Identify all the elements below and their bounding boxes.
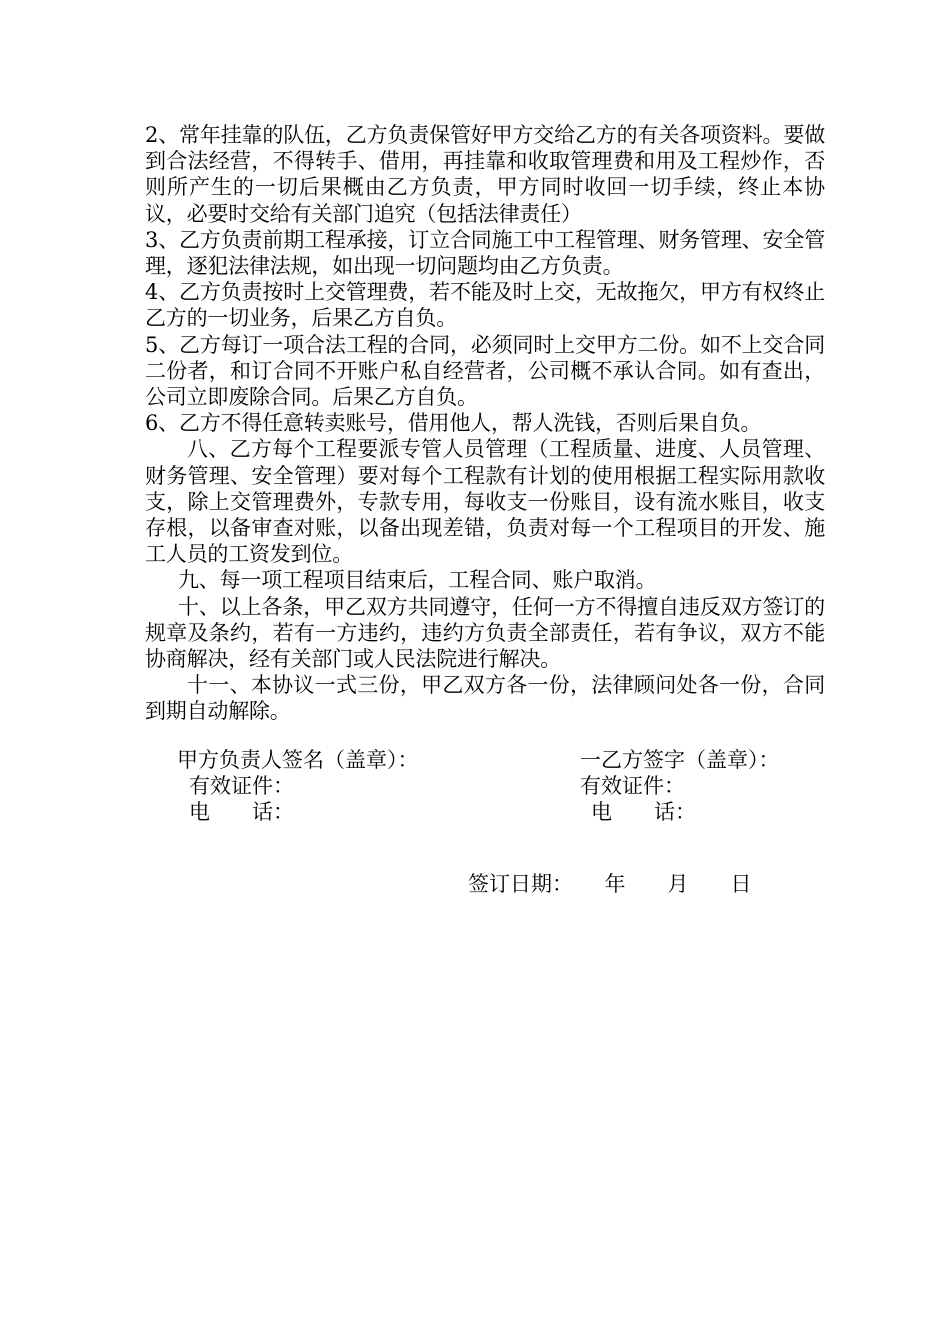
party-b-signature-label: 一乙方签字（盖章）： [580, 748, 780, 772]
clause-3: 3、乙方负责前期工程承接，订立合同施工中工程管理、财务管理、安全管理，逐犯法律法规，如出现一切问题均由乙方负责。 [145, 227, 825, 279]
party-b-id-label: 有效证件： [580, 774, 685, 798]
signing-date-line: 签订日期： 年 月 日 [468, 872, 752, 896]
article-9: 九、每一项工程项目结束后，工程合同、账户取消。 [178, 568, 657, 593]
article-8: 八、乙方每个工程要派专管人员管理（工程质量、进度、人员管理、财务管理、安全管理）要对每个工程款有计划的使用根据工程实际用款收支，除上交管理费外，专款专用，每收支一份账目，设有流水账目，收支存根，以备审查对账，以备出现差错，负责对每一个工程项目的开发、施工人员的工资发到位。 [145, 437, 825, 567]
party-b-phone-label: 电 话： [591, 800, 696, 824]
article-11: 十一、本协议一式三份，甲乙双方各一份，法律顾问处各一份，合同到期自动解除。 [145, 673, 825, 724]
clause-2: 2、常年挂靠的队伍，乙方负责保管好甲方交给乙方的有关各项资料。要做到合法经营，不得转手、借用，再挂靠和收取管理费和用及工程炒作，否则所产生的一切后果概由乙方负责，甲方同时收回一切手续，终止本协议，必要时交给有关部门追究（包括法律责任） [145, 123, 825, 226]
party-a-phone-label: 电 话： [189, 800, 294, 824]
article-10: 十、以上各条，甲乙双方共同遵守，任何一方不得擅自违反双方签订的规章及条约，若有一方违约，违约方负责全部责任，若有争议，双方不能协商解决，经有关部门或人民法院进行解决。 [145, 594, 825, 672]
clause-4: 4、乙方负责按时上交管理费，若不能及时上交，无故拖欠，甲方有权终止乙方的一切业务，后果乙方自负。 [145, 280, 825, 331]
clause-5: 5、乙方每订一项合法工程的合同，必须同时上交甲方二份。如不上交合同二份者，和订合同不开账户私自经营者，公司概不承认合同。如有查出，公司立即废除合同。后果乙方自负。 [145, 332, 825, 410]
party-a-id-label: 有效证件： [189, 774, 294, 798]
clause-6: 6、乙方不得任意转卖账号，借用他人，帮人洗钱，否则后果自负。 [145, 411, 762, 436]
contract-body [145, 122, 825, 725]
party-a-signature-label: 甲方负责人签名（盖章）： [177, 748, 419, 772]
